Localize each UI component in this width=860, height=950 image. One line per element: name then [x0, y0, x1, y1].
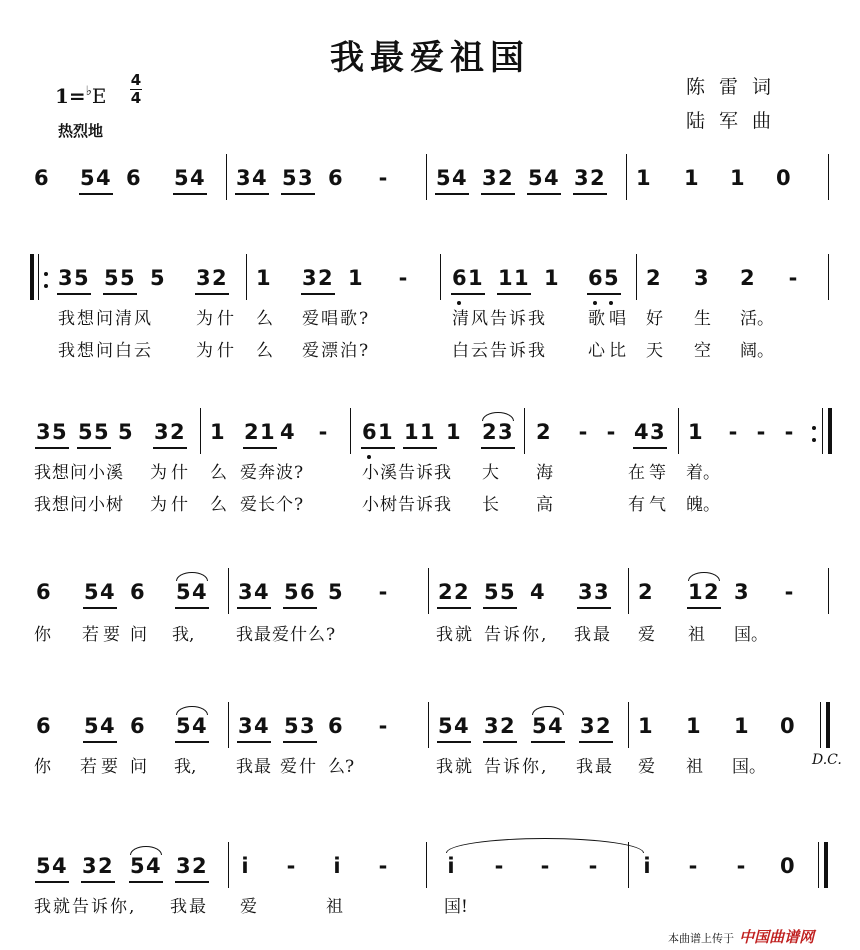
note: 5	[532, 714, 547, 738]
note: 3	[574, 166, 589, 190]
score-line-4	[0, 580, 860, 620]
site-logo: 中国曲谱网	[739, 928, 815, 946]
note: 1	[730, 166, 745, 190]
note: 4	[192, 580, 207, 604]
note: 6	[328, 166, 343, 190]
note: 5	[130, 854, 145, 878]
dash: -	[494, 854, 504, 878]
note: 4	[634, 420, 649, 444]
note: 3	[82, 854, 97, 878]
barline	[678, 408, 679, 454]
song-title: 我最爱祖国	[330, 38, 530, 78]
dash: -	[378, 714, 388, 738]
note: 6	[34, 166, 49, 190]
dash: -	[398, 266, 408, 290]
lyrics-line-5: 你 若要 问 我, 我最 爱什 么? 我就 告诉你, 我最 爱 祖 国。	[34, 757, 766, 777]
note: 5	[94, 420, 109, 444]
barline	[226, 154, 227, 200]
note: 6	[36, 580, 51, 604]
note: 3	[176, 854, 191, 878]
note: 2	[454, 580, 469, 604]
dash: -	[788, 266, 798, 290]
key-signature: 1=♭E	[55, 84, 107, 108]
score-line-3	[0, 420, 860, 460]
barline	[636, 254, 637, 300]
note: 6	[130, 580, 145, 604]
note: 3	[300, 714, 315, 738]
dash: -	[378, 580, 388, 604]
note: 3	[650, 420, 665, 444]
note: 3	[578, 580, 593, 604]
tempo-marking: 热烈地	[58, 122, 104, 140]
note: 6	[588, 266, 603, 290]
note: 5	[176, 580, 191, 604]
note: 1	[404, 420, 419, 444]
note: i	[241, 854, 249, 878]
note: 0	[780, 714, 795, 738]
note: 2	[498, 166, 513, 190]
note: 5	[84, 580, 99, 604]
note: 2	[192, 854, 207, 878]
note: 4	[254, 580, 269, 604]
note: 4	[280, 420, 295, 444]
note: 4	[190, 166, 205, 190]
dash: -	[318, 420, 328, 444]
note: 5	[150, 266, 165, 290]
dash: -	[756, 420, 766, 444]
dash: -	[378, 166, 388, 190]
note: 4	[192, 714, 207, 738]
note: 5	[436, 166, 451, 190]
note: 5	[120, 266, 135, 290]
note: 1	[636, 166, 651, 190]
note: 5	[174, 166, 189, 190]
note: 5	[78, 420, 93, 444]
barline	[426, 842, 427, 888]
note: 2	[318, 266, 333, 290]
note: 1	[468, 266, 483, 290]
note: 2	[740, 266, 755, 290]
footer-watermark	[668, 926, 814, 947]
note: 3	[36, 420, 51, 444]
upload-notice: 本曲谱上传于	[668, 932, 734, 945]
note: 1	[378, 420, 393, 444]
note: 3	[238, 714, 253, 738]
barline	[628, 568, 629, 614]
note: 3	[580, 714, 595, 738]
note: 2	[590, 166, 605, 190]
note: 5	[80, 166, 95, 190]
note: 3	[482, 166, 497, 190]
note: 4	[530, 580, 545, 604]
barline	[426, 154, 427, 200]
note: 5	[438, 714, 453, 738]
barline	[200, 408, 201, 454]
note: 1	[638, 714, 653, 738]
repeat-start	[30, 254, 34, 300]
note: 6	[126, 166, 141, 190]
composer-credit: 陆军曲	[686, 110, 786, 132]
note: 6	[328, 714, 343, 738]
note: 4	[252, 166, 267, 190]
note: 5	[282, 166, 297, 190]
note: 5	[84, 714, 99, 738]
lyrics-line-2a: 我想问清风 为什 么 爱唱歌? 清风告诉我 歌唱 好 生 活。	[58, 309, 774, 329]
score-line-5	[0, 714, 860, 754]
barline	[628, 842, 629, 888]
note: 2	[212, 266, 227, 290]
barline	[228, 842, 229, 888]
dc-marking: D.C.	[812, 752, 842, 768]
barline	[828, 568, 829, 614]
note: 2	[536, 420, 551, 444]
note: 2	[98, 854, 113, 878]
note: 1	[688, 580, 703, 604]
barline	[228, 702, 229, 748]
note: 4	[452, 166, 467, 190]
barline	[428, 702, 429, 748]
note: 3	[238, 580, 253, 604]
barline	[428, 568, 429, 614]
note: 2	[482, 420, 497, 444]
note: i	[447, 854, 455, 878]
score-line-1	[0, 166, 860, 206]
note: 4	[454, 714, 469, 738]
note: 2	[646, 266, 661, 290]
note: 1	[684, 166, 699, 190]
dash: -	[784, 420, 794, 444]
note: 1	[688, 420, 703, 444]
note: 1	[260, 420, 275, 444]
barline	[828, 154, 829, 200]
lyrics-line-4: 你 若要 问 我, 我最爱什么? 我就 告诉你, 我最 爱 祖 国。	[34, 625, 768, 645]
score-line-6	[0, 854, 860, 894]
note: 6	[362, 420, 377, 444]
lyrics-line-3b: 我想问小树 为什 么 爱长个? 小树告诉我 长 高 有气 魄。	[34, 495, 720, 515]
note: 5	[284, 580, 299, 604]
dash: -	[286, 854, 296, 878]
note: 4	[100, 580, 115, 604]
note: 4	[100, 714, 115, 738]
dash: -	[578, 420, 588, 444]
note: 3	[484, 714, 499, 738]
note: 5	[284, 714, 299, 738]
dash: -	[784, 580, 794, 604]
barline	[628, 702, 629, 748]
note: 5	[604, 266, 619, 290]
barline	[524, 408, 525, 454]
note: 6	[300, 580, 315, 604]
note: i	[333, 854, 341, 878]
dash: -	[378, 854, 388, 878]
note: 4	[548, 714, 563, 738]
lyrics-line-3a: 我想问小溪 为什 么 爱奔波? 小溪告诉我 大 海 在等 着。	[34, 463, 720, 483]
lyricist-credit: 陈雷词	[686, 76, 786, 98]
dash: -	[606, 420, 616, 444]
note: 0	[776, 166, 791, 190]
note: i	[643, 854, 651, 878]
note: 1	[210, 420, 225, 444]
dash: -	[588, 854, 598, 878]
note: 6	[36, 714, 51, 738]
barline	[440, 254, 441, 300]
note: 3	[298, 166, 313, 190]
note: 2	[596, 714, 611, 738]
note: 1	[544, 266, 559, 290]
barline	[350, 408, 351, 454]
note: 5	[52, 420, 67, 444]
final-barline	[820, 702, 821, 748]
note: 3	[694, 266, 709, 290]
lyrics-line-2b: 我想问白云 为什 么 爱漂泊? 白云告诉我 心比 天 空 阔。	[58, 341, 774, 361]
note: 6	[130, 714, 145, 738]
barline	[626, 154, 627, 200]
note: 5	[528, 166, 543, 190]
note: 1	[446, 420, 461, 444]
dash: -	[728, 420, 738, 444]
score-line-2	[0, 266, 860, 306]
note: 5	[104, 266, 119, 290]
note: 1	[256, 266, 271, 290]
note: 2	[438, 580, 453, 604]
note: 6	[452, 266, 467, 290]
note: 1	[348, 266, 363, 290]
note: 3	[154, 420, 169, 444]
note: 3	[302, 266, 317, 290]
note: 3	[594, 580, 609, 604]
note: 5	[328, 580, 343, 604]
note: 4	[254, 714, 269, 738]
note: 3	[236, 166, 251, 190]
note: 3	[498, 420, 513, 444]
note: 4	[544, 166, 559, 190]
dash: -	[736, 854, 746, 878]
dash: -	[540, 854, 550, 878]
note: 5	[36, 854, 51, 878]
barline	[828, 254, 829, 300]
note: 1	[498, 266, 513, 290]
dash: -	[688, 854, 698, 878]
note: 0	[780, 854, 795, 878]
note: 1	[514, 266, 529, 290]
note: 5	[118, 420, 133, 444]
note: 2	[170, 420, 185, 444]
note: 2	[500, 714, 515, 738]
note: 5	[484, 580, 499, 604]
barline	[246, 254, 247, 300]
note: 2	[638, 580, 653, 604]
note: 5	[500, 580, 515, 604]
note: 1	[686, 714, 701, 738]
note: 4	[96, 166, 111, 190]
note: 4	[146, 854, 161, 878]
note: 3	[58, 266, 73, 290]
time-signature: 4 4	[130, 71, 142, 107]
repeat-end	[822, 408, 823, 454]
note: 1	[420, 420, 435, 444]
final-barline	[818, 842, 819, 888]
note: 1	[734, 714, 749, 738]
note: 5	[176, 714, 191, 738]
barline	[228, 568, 229, 614]
lyrics-line-6: 我就告诉你, 我最 爱 祖 国!	[34, 897, 468, 917]
note: 4	[52, 854, 67, 878]
note: 5	[74, 266, 89, 290]
note: 2	[704, 580, 719, 604]
note: 3	[196, 266, 211, 290]
note: 3	[734, 580, 749, 604]
note: 2	[244, 420, 259, 444]
